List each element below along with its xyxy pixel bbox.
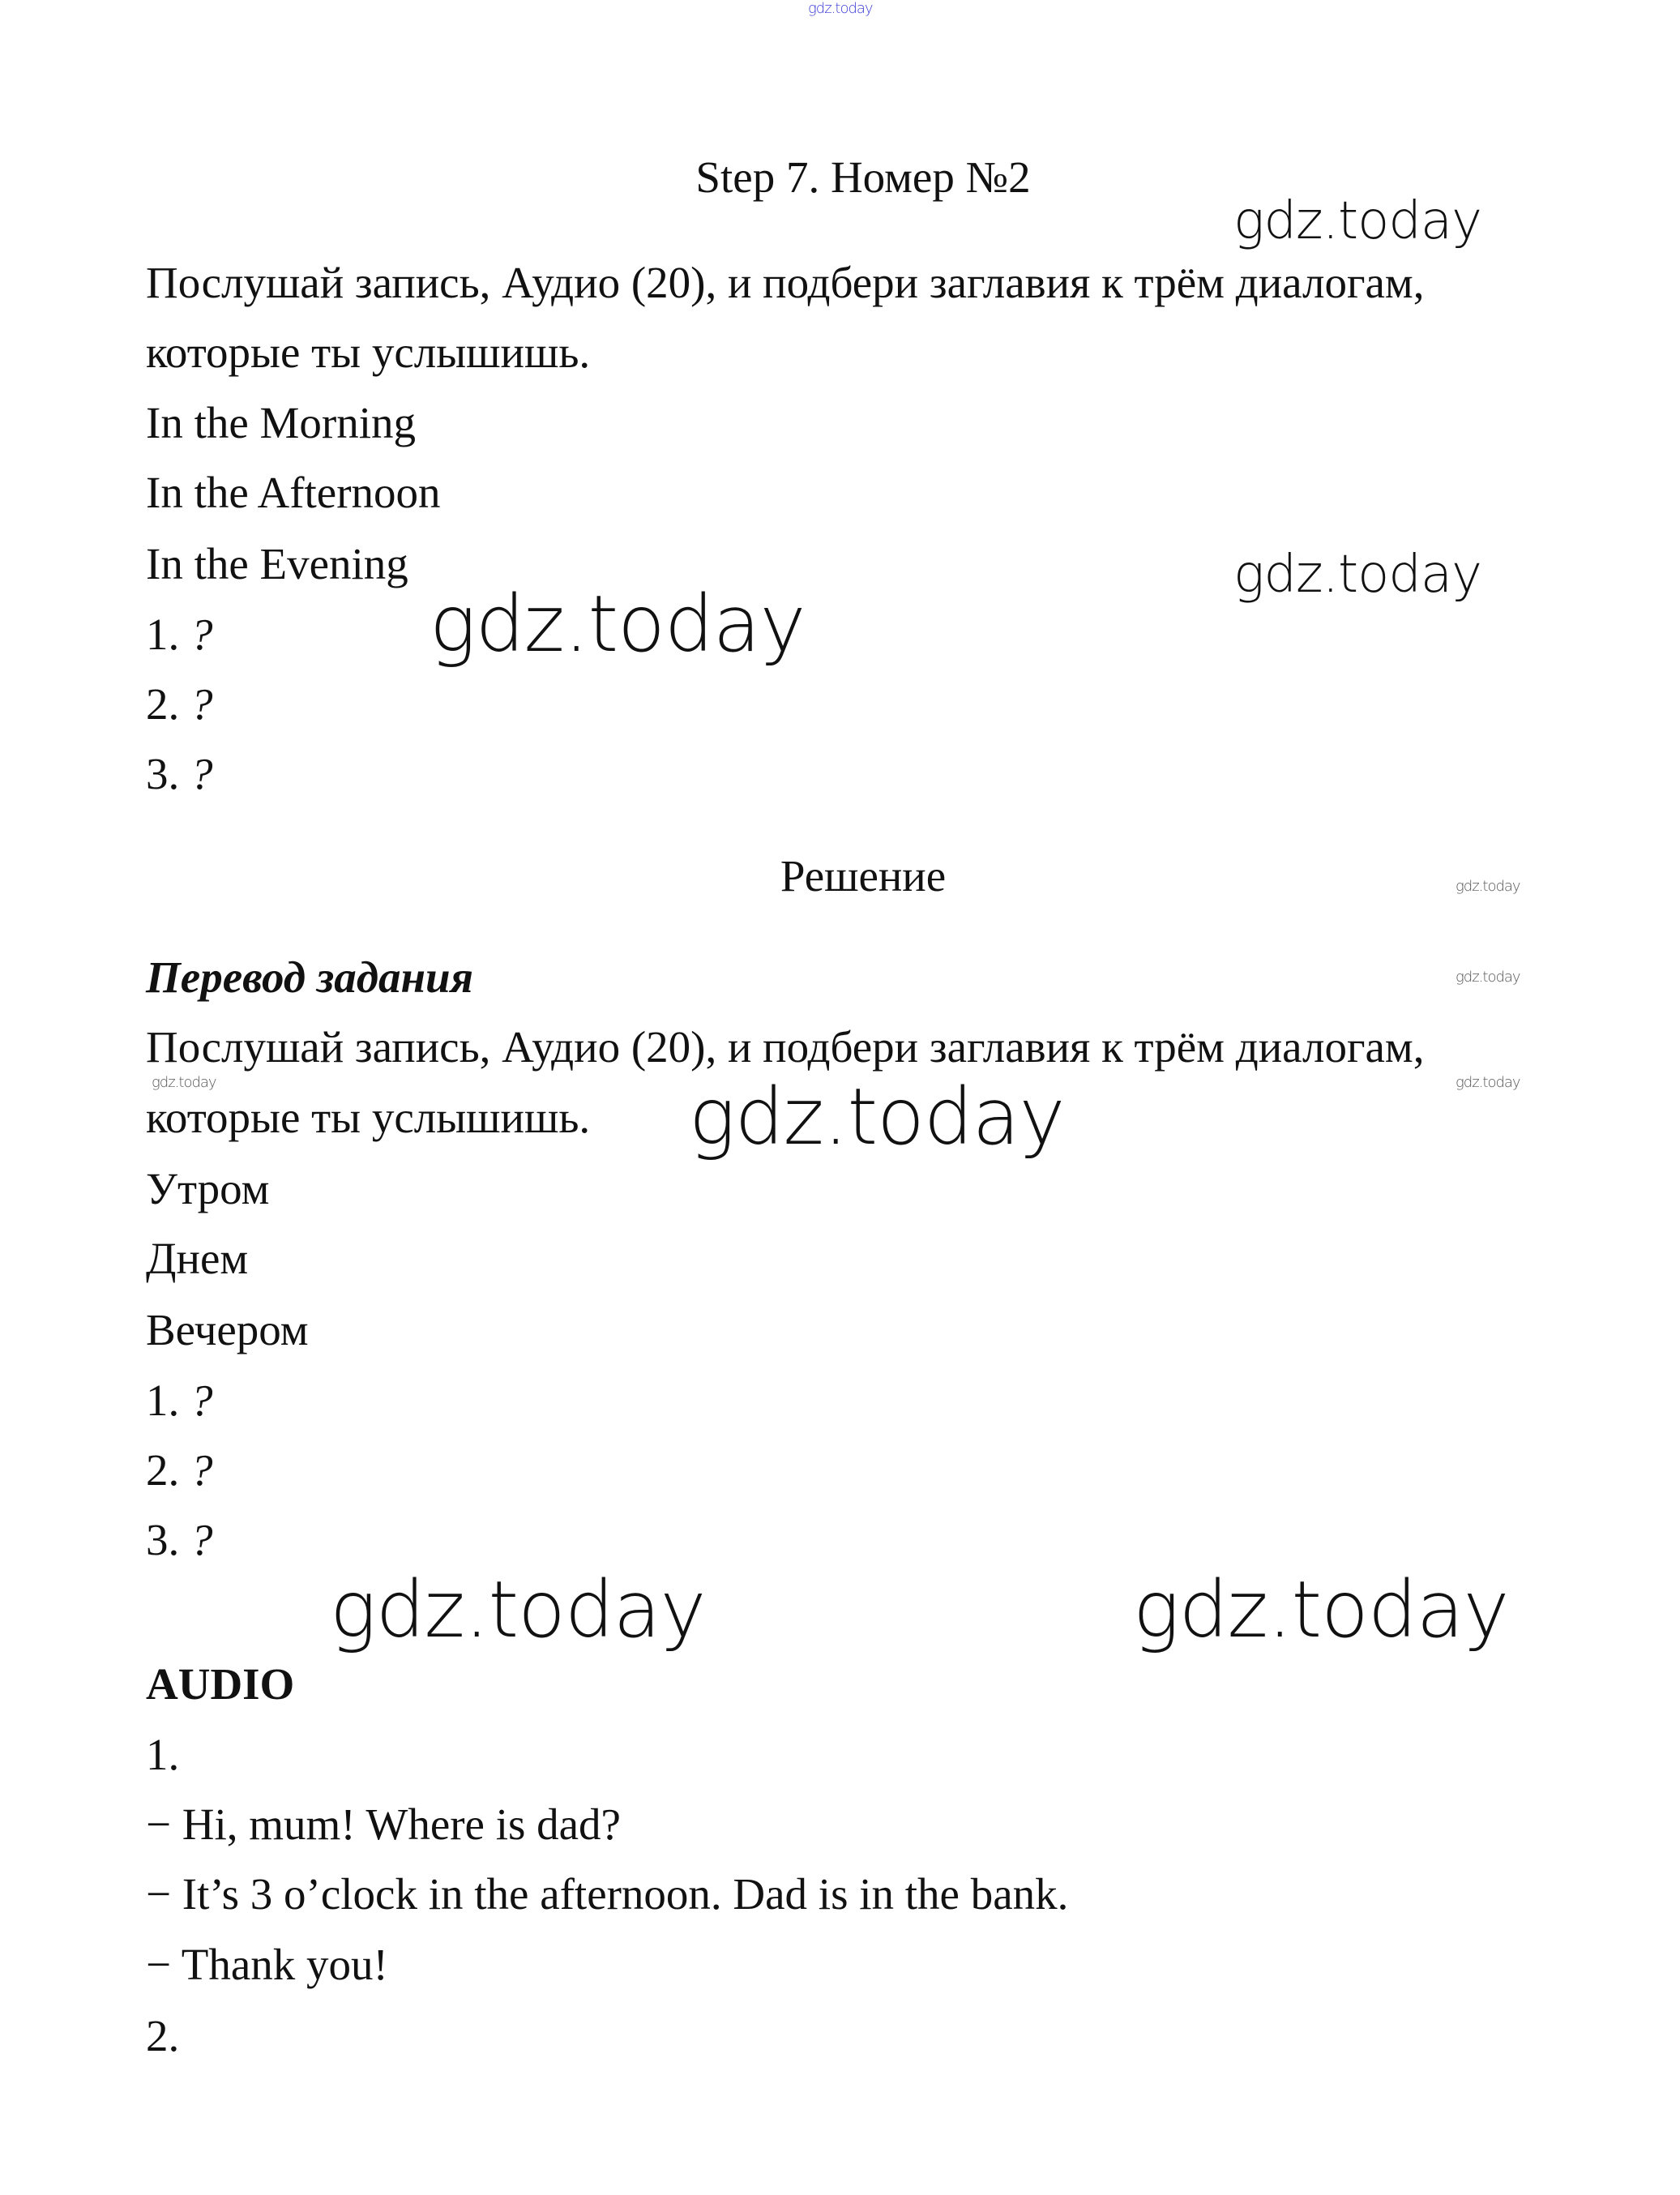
dialog-line: − Thank you! <box>146 1940 388 1989</box>
watermark: gdz.today <box>1456 878 1520 895</box>
audio-heading: AUDIO <box>146 1659 295 1709</box>
dialog-line: − It’s 3 o’clock in the afternoon. Dad is in the bank. <box>146 1869 1069 1919</box>
watermark: gdz.today <box>430 579 806 670</box>
answer-num: 2. <box>146 679 180 729</box>
watermark: gdz.today <box>808 0 873 17</box>
answer-value: ? <box>190 1445 213 1495</box>
instruction-line: которые ты услышишь. <box>146 1093 591 1142</box>
watermark: gdz.today <box>689 1072 1065 1162</box>
solution-heading: Решение <box>780 851 947 901</box>
option: Утром <box>146 1164 270 1213</box>
option: In the Morning <box>146 398 417 447</box>
answer-value: ? <box>190 1376 213 1425</box>
option: Вечером <box>146 1305 309 1354</box>
answer-num: 1. <box>146 1376 180 1425</box>
answer-num: 2. <box>146 1445 180 1495</box>
option: In the Evening <box>146 539 408 588</box>
watermark: gdz.today <box>1233 191 1481 251</box>
watermark: gdz.today <box>152 1074 216 1091</box>
answer-value: ? <box>190 610 213 659</box>
translation-heading: Перевод задания <box>146 952 473 1002</box>
answer-value: ? <box>190 749 213 798</box>
watermark: gdz.today <box>330 1564 706 1655</box>
answer-item <box>146 1445 213 1495</box>
answer-item <box>146 1515 213 1565</box>
answer-num: 3. <box>146 749 180 798</box>
answer-item <box>146 1376 213 1426</box>
answer-num: 3. <box>146 1515 180 1564</box>
watermark: gdz.today <box>1456 1074 1520 1091</box>
page-title: Step 7. Номер №2 <box>695 152 1031 202</box>
answer-item <box>146 610 213 660</box>
dialog-line: − Hi, mum! Where is dad? <box>146 1799 621 1849</box>
answer-num: 1. <box>146 610 180 659</box>
answer-value: ? <box>190 1515 213 1564</box>
answer-item <box>146 679 213 730</box>
dialog-number: 2. <box>146 2011 180 2060</box>
instruction-line: Послушай запись, Аудио (20), и подбери заглавия к трём диалогам, <box>146 1022 1425 1072</box>
instruction-line: которые ты услышишь. <box>146 327 591 377</box>
watermark: gdz.today <box>1233 545 1481 605</box>
answer-value: ? <box>190 679 213 729</box>
instruction-line: Послушай запись, Аудио (20), и подбери заглавия к трём диалогам, <box>146 258 1425 307</box>
option: Днем <box>146 1234 249 1283</box>
dialog-number: 1. <box>146 1730 180 1779</box>
watermark: gdz.today <box>1133 1564 1509 1655</box>
answer-item <box>146 749 213 799</box>
watermark: gdz.today <box>1456 969 1520 986</box>
option: In the Afternoon <box>146 468 441 517</box>
